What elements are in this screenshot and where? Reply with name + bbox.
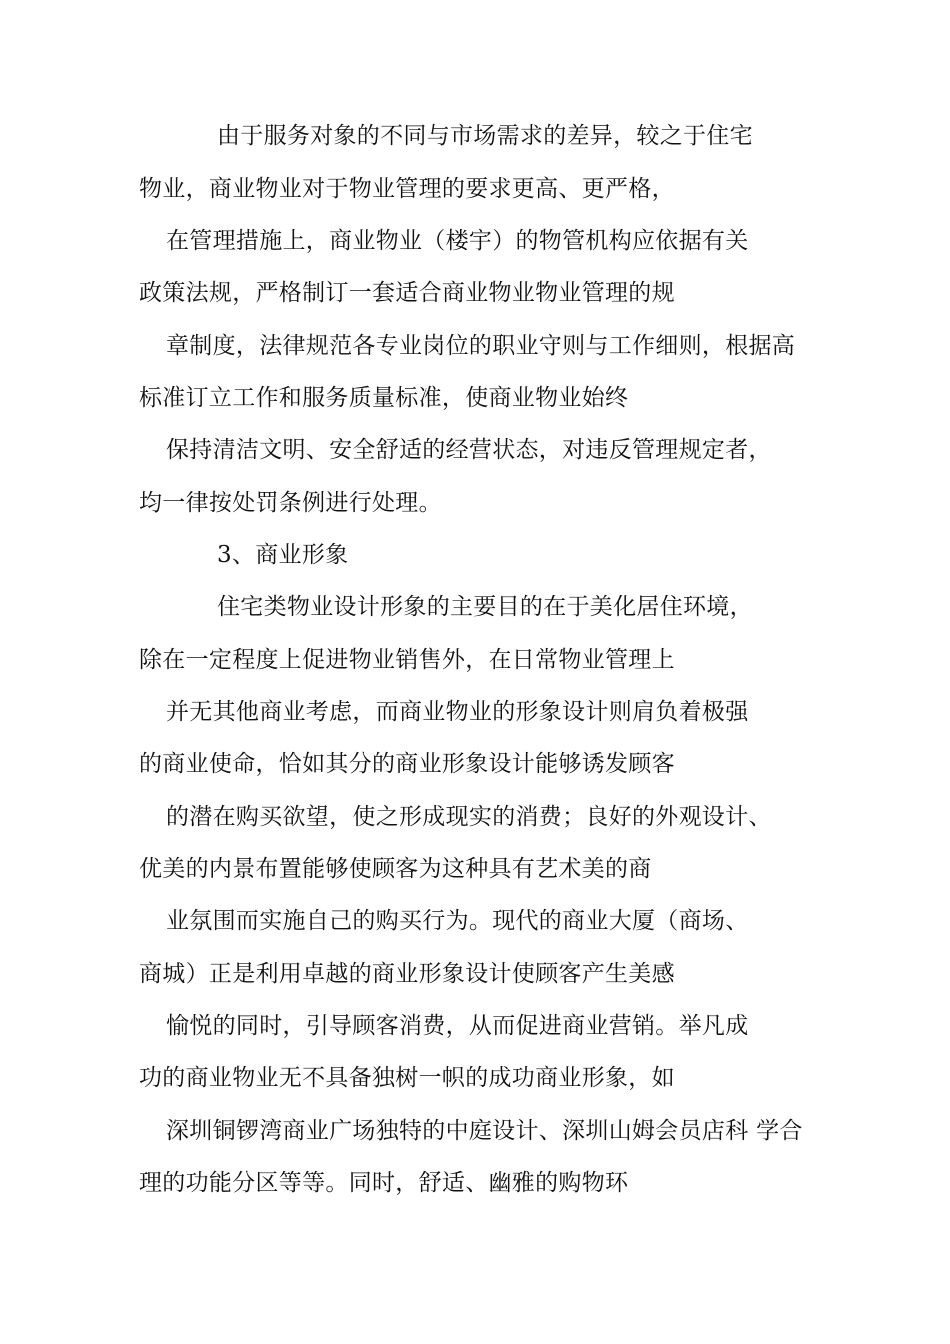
text-line-2: 物业，商业物业对于物业管理的要求更高、更严格， — [139, 176, 675, 202]
text-line-12: 并无其他商业考虑，而商业物业的形象设计则肩负着极强 — [166, 699, 749, 725]
text-line-1: 由于服务对象的不同与市场需求的差异，较之于住宅 — [217, 123, 753, 149]
text-line-16: 业氛围而实施自己的购买行为。现代的商业大厦（商场、 — [166, 908, 749, 934]
text-line-11: 除在一定程度上促进物业销售外，在日常物业管理上 — [139, 647, 675, 673]
text-line-20: 深圳铜锣湾商业广场独特的中庭设计、深圳山姆会员店科 学合 — [166, 1118, 803, 1144]
text-line-3: 在管理措施上，商业物业（楼宇）的物管机构应依据有关 — [166, 228, 749, 254]
text-line-13: 的商业使命，恰如其分的商业形象设计能够诱发顾客 — [139, 751, 675, 777]
section-heading: 3、商业形象 — [217, 542, 349, 568]
text-line-8: 均一律按处罚条例进行处理。 — [139, 490, 442, 516]
text-line-4: 政策法规，严格制订一套适合商业物业物业管理的规 — [139, 280, 675, 306]
text-line-17: 商城）正是利用卓越的商业形象设计使顾客产生美感 — [139, 961, 675, 987]
text-line-5: 章制度，法律规范各专业岗位的职业守则与工作细则，根据高 — [166, 333, 796, 359]
text-line-6: 标准订立工作和服务质量标准，使商业物业始终 — [139, 385, 629, 411]
text-line-14: 的潜在购买欲望，使之形成现实的消费；良好的外观设计、 — [166, 804, 772, 830]
text-line-10: 住宅类物业设计形象的主要目的在于美化居住环境， — [217, 594, 753, 620]
text-line-18: 愉悦的同时，引导顾客消费，从而促进商业营销。举凡成 — [166, 1013, 749, 1039]
text-line-15: 优美的内景布置能够使顾客为这种具有艺术美的商 — [139, 856, 652, 882]
text-line-21: 理的功能分区等等。同时，舒适、幽雅的购物环 — [139, 1170, 629, 1196]
text-line-19: 功的商业物业无不具备独树一帜的成功商业形象，如 — [139, 1065, 675, 1091]
text-line-7: 保持清洁文明、安全舒适的经营状态，对违反管理规定者， — [166, 437, 772, 463]
